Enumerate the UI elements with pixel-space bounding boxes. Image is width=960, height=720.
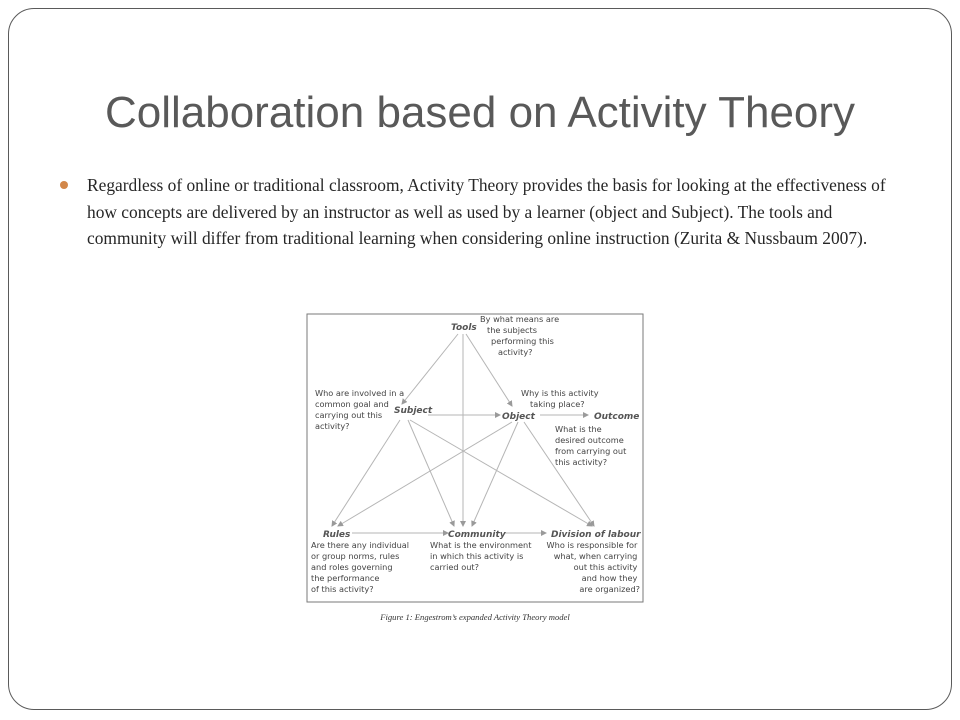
node-tools: Tools: [451, 323, 477, 333]
node-division-of-labour: Division of labour: [551, 530, 641, 540]
question-division-of-labour: Who is responsible for what, when carrying out this activity and how they are organized?: [546, 540, 640, 594]
question-subject: Who are involved in a common goal and carrying out this activity?: [315, 388, 405, 431]
activity-theory-figure: [300, 308, 645, 628]
figure-caption: Figure 1: Engestrom’s expanded Activity Theory model: [380, 612, 570, 622]
slide-title: Collaboration based on Activity Theory: [104, 88, 856, 137]
activity-theory-diagram: [300, 308, 645, 628]
bullet-marker: [60, 181, 68, 189]
node-object: Object: [502, 412, 535, 422]
node-subject: Subject: [394, 406, 433, 416]
question-tools: By what means are the subjects performing this activity?: [480, 314, 560, 357]
bullet-text: Regardless of online or traditional classroom, Activity Theory provides the basis for looking at the effectiveness of how concepts are delivered by an instructor as well as used by a learner (object and Subject). The tools and community will differ from traditional learning when considering online instruction (Zurita & Nussbaum 2007).: [87, 175, 886, 248]
question-community: What is the environment in which this activity is carried out?: [430, 540, 532, 572]
node-community: Community: [448, 530, 506, 540]
node-outcome: Outcome: [594, 412, 640, 422]
node-rules: Rules: [323, 530, 351, 540]
question-rules: Are there any individual or group norms, rules and roles governing the performance of this activity?: [311, 540, 410, 594]
question-outcome: What is the desired outcome from carrying out this activity?: [555, 424, 627, 467]
question-object: Why is this activity taking place?: [521, 388, 599, 409]
